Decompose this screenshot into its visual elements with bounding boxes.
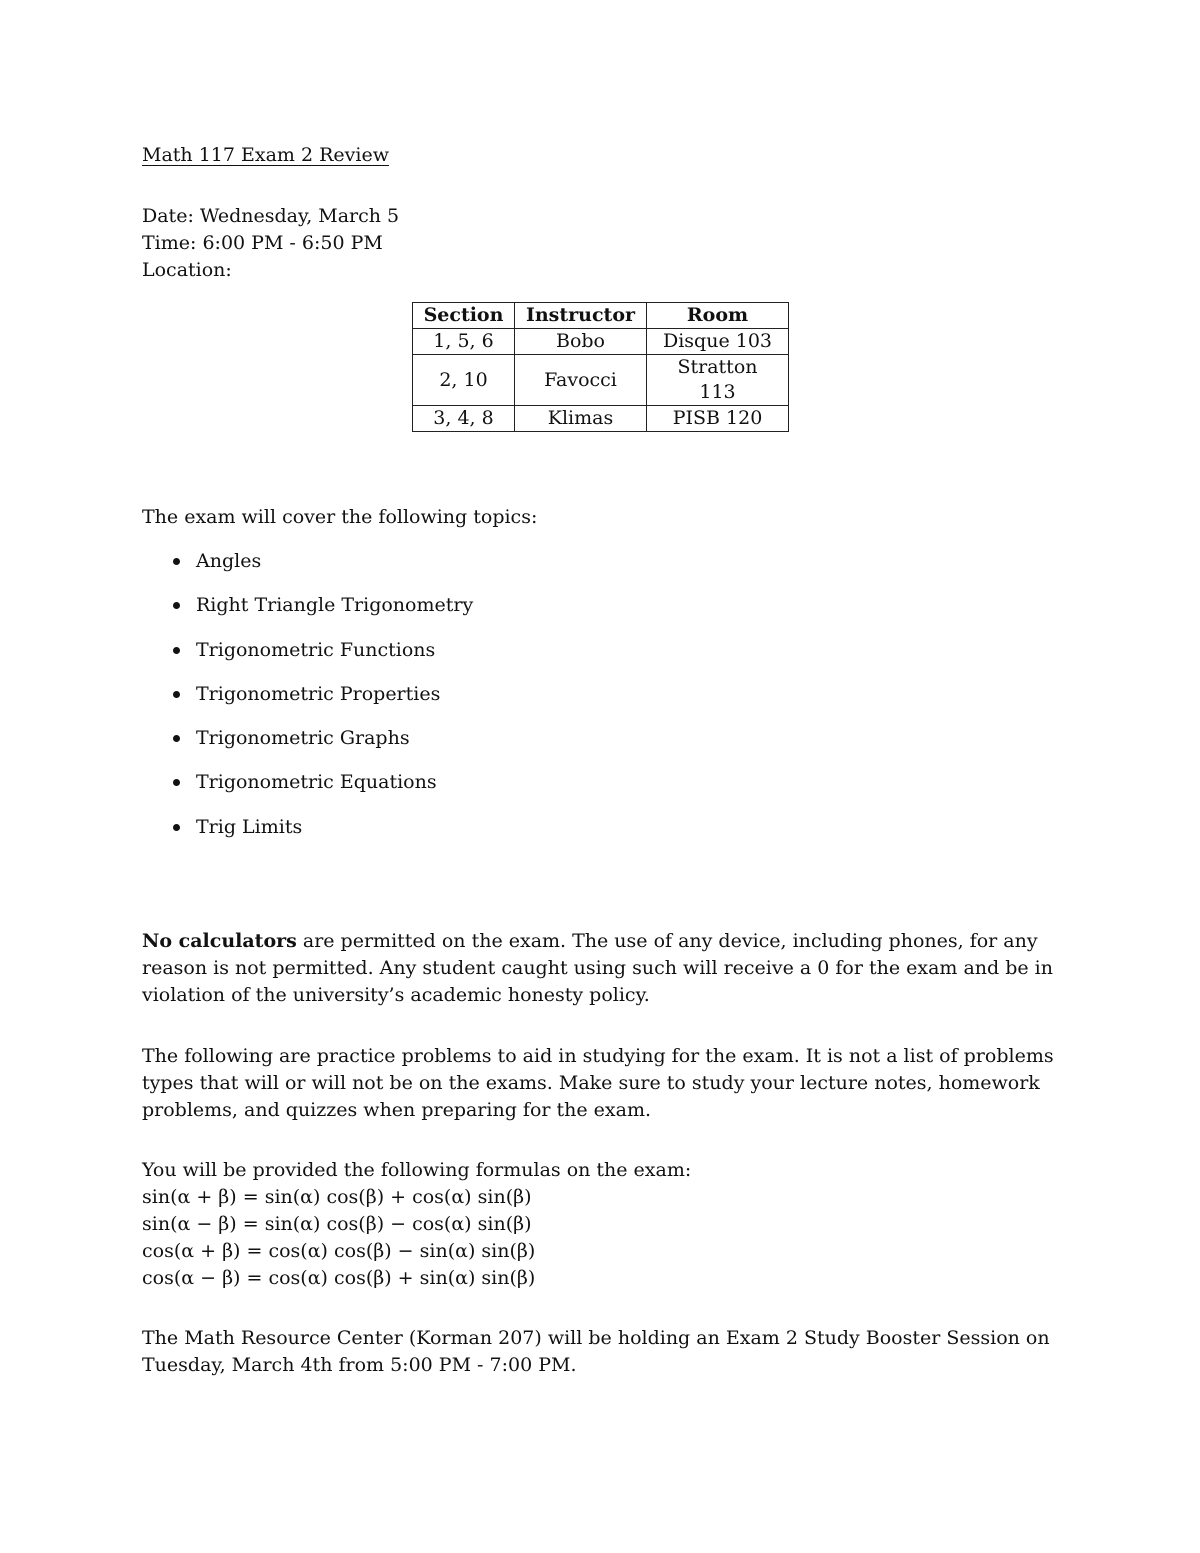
cell-instructor: Klimas [515,406,647,432]
exam-time: Time: 6:00 PM - 6:50 PM [142,232,383,254]
topics-intro: The exam will cover the following topics: [142,506,538,528]
location-table [412,302,789,432]
topic-label: Trigonometric Equations [196,771,437,794]
formula-line: sin(α − β) = sin(α) cos(β) − cos(α) sin(β) [142,1213,532,1235]
bullet-icon [173,735,180,742]
table-row [413,329,789,355]
list-item [142,637,473,681]
formula-line: sin(α + β) = sin(α) cos(β) + cos(α) sin(β) [142,1186,532,1208]
table-row [413,355,789,406]
header-room: Room [647,303,789,329]
calculator-policy-emphasis: No calculators [142,930,297,952]
cell-room: Stratton 113 [647,355,789,406]
topic-label: Trigonometric Properties [196,682,441,705]
list-item [142,769,473,813]
cell-room: Disque 103 [647,329,789,355]
table-header-row [413,303,789,329]
bullet-icon [173,647,180,654]
calculator-policy-text: are permitted on the exam. The use of any device, including phones, for any reason is not permitted. Any student caught using such will receive a 0 for the exam and be in violation of the university’s academic honesty policy. [142,930,1053,1006]
formula-line: cos(α − β) = cos(α) cos(β) + sin(α) sin(β) [142,1267,536,1289]
list-item [142,592,473,636]
header-instructor: Instructor [515,303,647,329]
topic-label: Trig Limits [196,815,303,838]
bullet-icon [173,691,180,698]
bullet-icon [173,779,180,786]
cell-instructor: Bobo [515,329,647,355]
topic-label: Angles [196,550,262,572]
list-item [142,814,473,858]
practice-note: The following are practice problems to aid in studying for the exam. It is not a list of problems types that will or will not be on the exams. Make sure to study your lecture notes, homework problems, and quizzes when preparing for the exam. [142,1045,1054,1121]
exam-date: Date: Wednesday, March 5 [142,205,400,227]
booster-session-note: The Math Resource Center (Korman 207) will be holding an Exam 2 Study Booster Session on Tuesday, March 4th from 5:00 PM - 7:00 PM. [142,1327,1050,1376]
list-item [142,681,473,725]
cell-section: 3, 4, 8 [413,406,515,432]
cell-room: PISB 120 [647,406,789,432]
cell-instructor: Favocci [515,355,647,406]
topic-label: Right Triangle Trigonometry [196,594,474,617]
topic-label: Trigonometric Graphs [196,727,410,750]
list-item [142,548,473,592]
bullet-icon [173,602,180,609]
page-title: Math 117 Exam 2 Review [142,144,389,166]
bullet-icon [173,824,180,831]
exam-location-label: Location: [142,259,232,281]
list-item [142,725,473,769]
calculator-policy [142,928,1062,1009]
formulas-block [142,1157,1062,1292]
formulas-intro: You will be provided the following formulas on the exam: [142,1159,692,1181]
formula-line: cos(α + β) = cos(α) cos(β) − sin(α) sin(β) [142,1240,536,1262]
cell-section: 2, 10 [413,355,515,406]
topic-label: Trigonometric Functions [196,638,436,661]
cell-section: 1, 5, 6 [413,329,515,355]
exam-info [142,203,399,284]
topics-list [142,548,473,858]
table-row [413,406,789,432]
bullet-icon [173,558,180,565]
header-section: Section [413,303,515,329]
